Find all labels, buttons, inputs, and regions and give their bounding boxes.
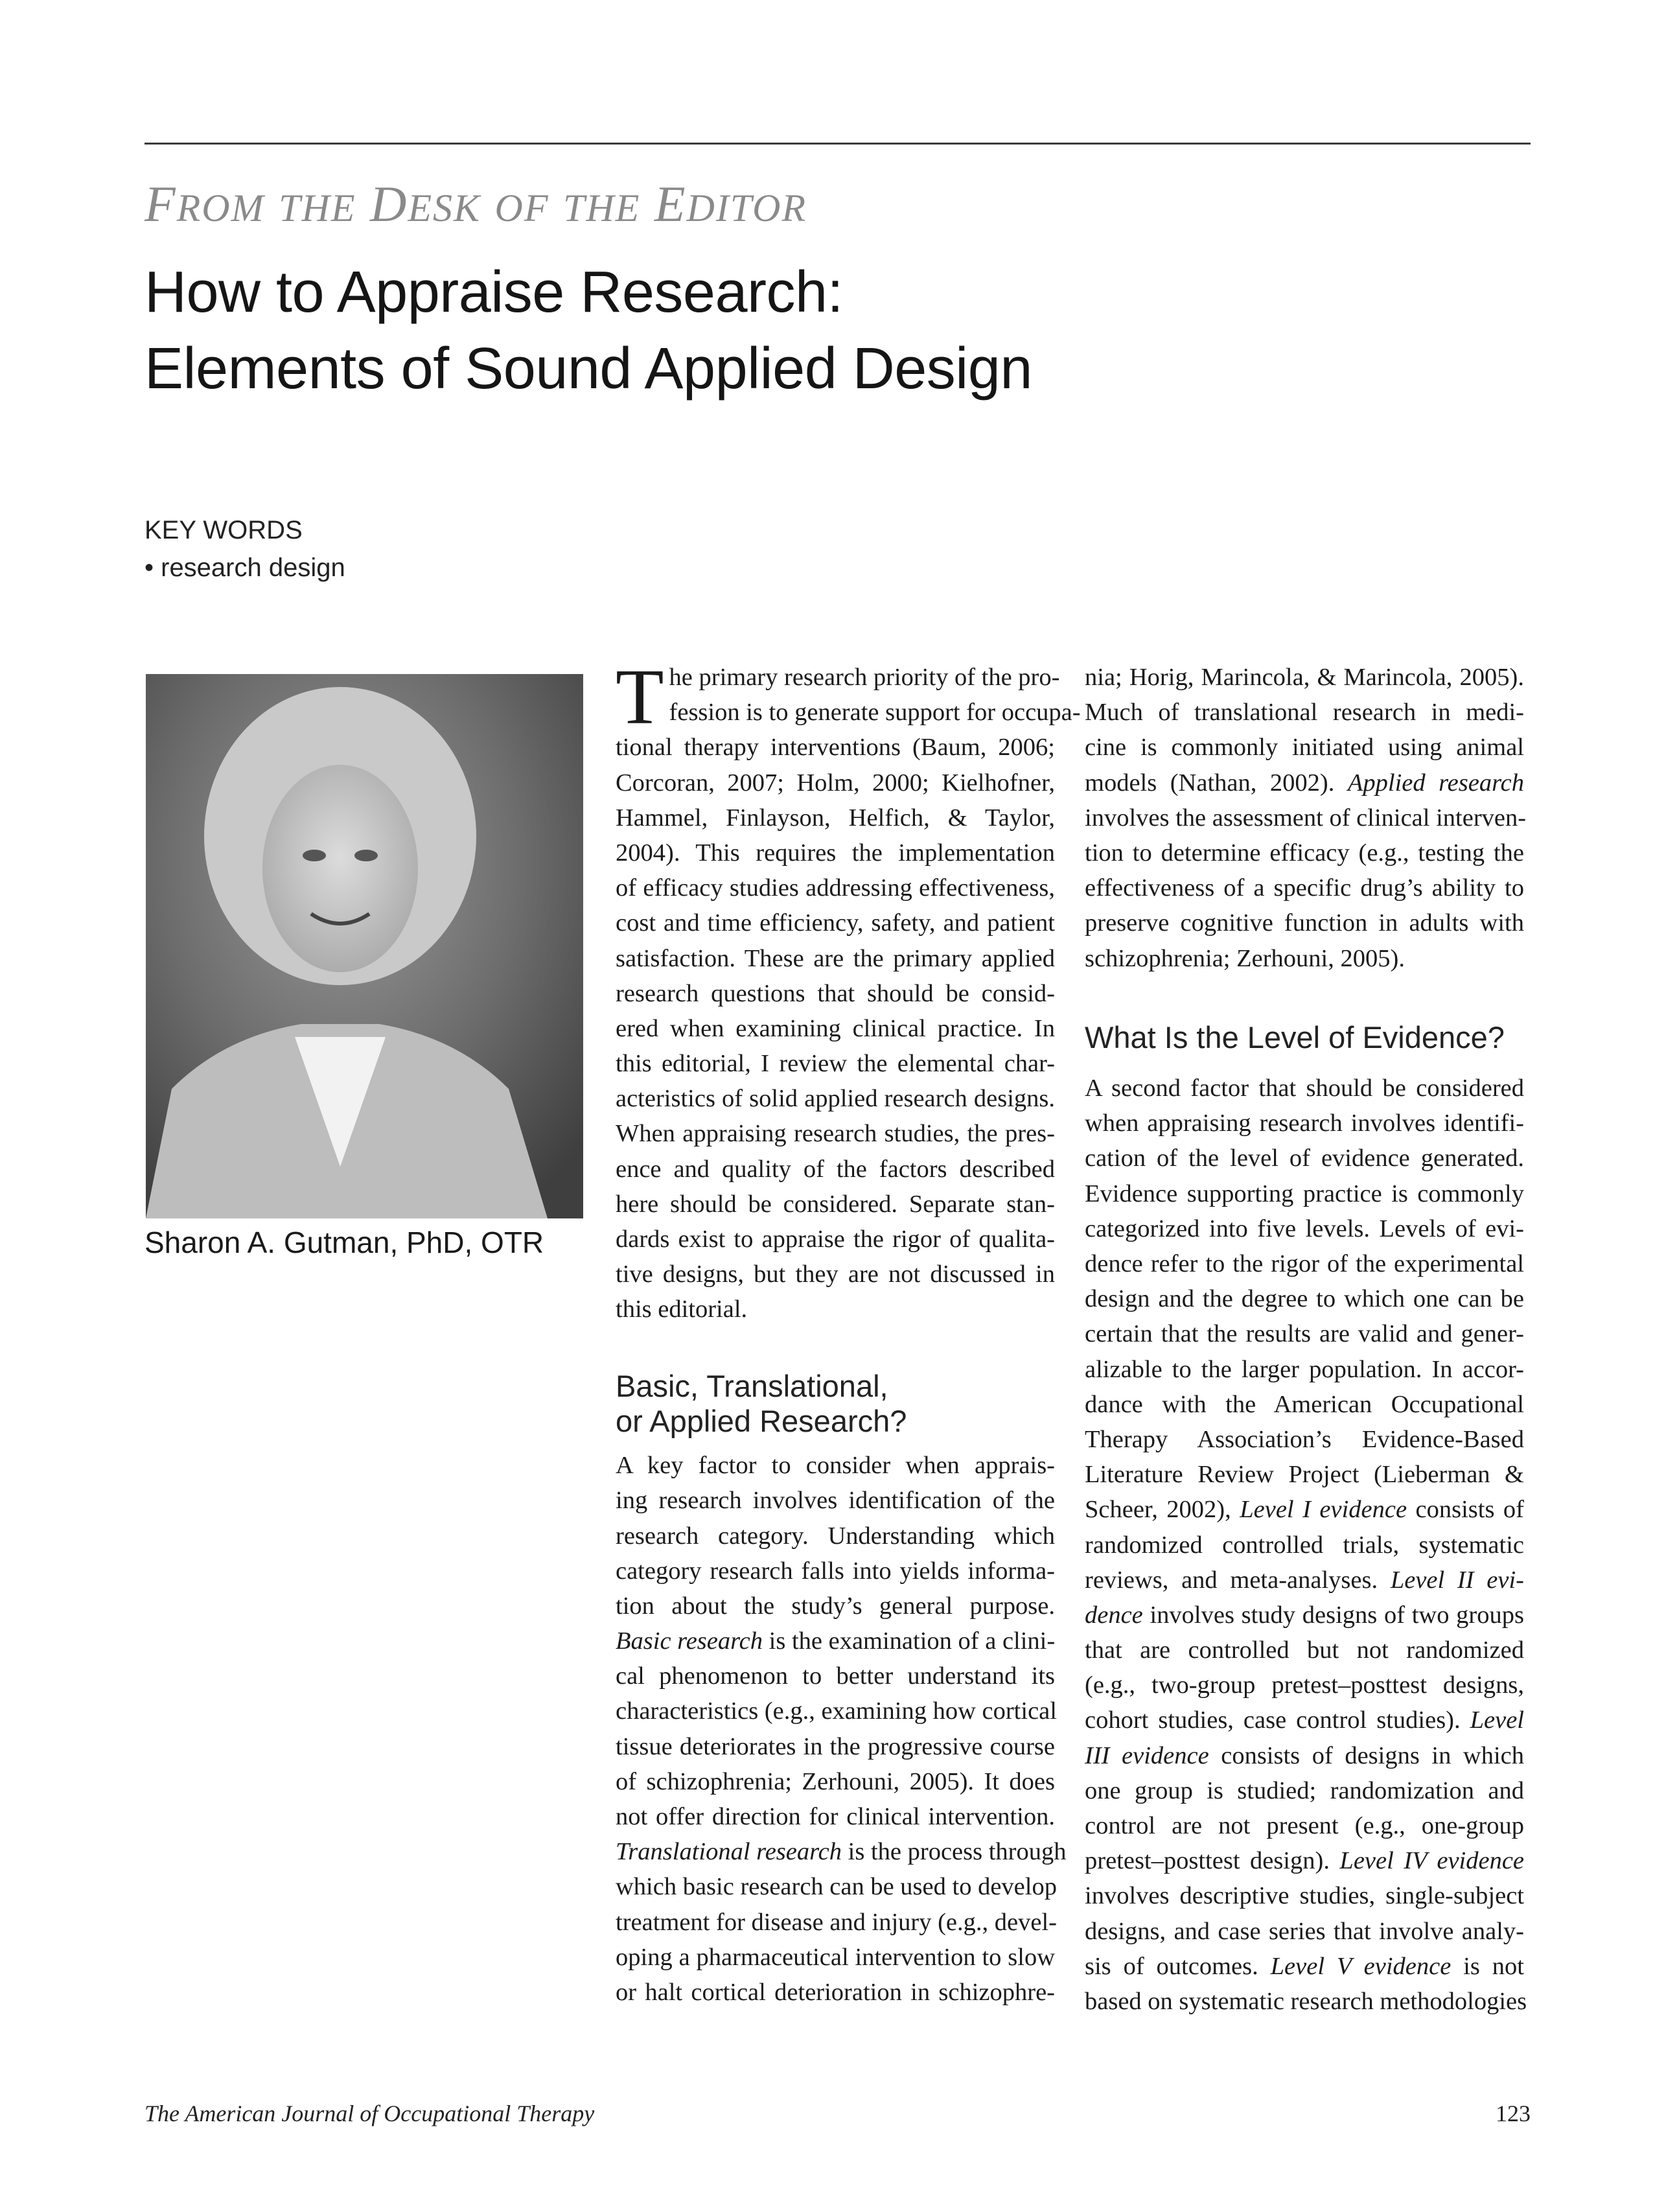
body-column-2: nia; Horig, Marincola, & Marincola, 2005). Much of translational research in medi- cine is commonly initiated using animal models (Nathan, 2002). Applied research involves the assessment of clinical interven- tion to determine efficacy (e.g., testing the effectiveness of a specific drug’s ability to preserve cognitive function in adults with schizophrenia; Zerhouni, 2005). What Is the Level of Evidence? A second factor that should be considered when appraising research involves identifi- cation of the level of evidence generated. Evidence supporting practice is commonly categorized into five levels. Levels of evi- dence refer to the rigor of the experimental design and the degree to which one can be certain that the results are valid and gener- alizable to the larger population. In accor- dance with the American Occupational Therapy Association’s Evidence-Based Literature Review Project (Lieberman & Scheer, 2002), Level I evidence consists of randomized controlled trials, systematic reviews, and meta-analyses. Level II evi- dence involves study designs of two groups that are controlled but not randomized (e.g., two-group pretest–posttest designs, cohort studies, case control studies). Level III evidence consists of designs in which one group is studied; randomization and control are not present (e.g., one-group pretest–posttest design). Level IV evidence involves descriptive studies, single-subject designs, and case series that involve analy- sis of outcomes. Level V evidence is not based on systematic research methodologies [1085,664,1527,2015]
body-column-1: T he primary research priority of the pro- fession is to generate support for occupa- tional therapy interventions (Baum, 2006; Corcoran, 2007; Holm, 2000; Kielhofner, Hammel, Finlayson, Helfich, & Taylor, 2004). This requires the implementation of efficacy studies addressing effectiveness, cost and time efficiency, safety, and patient satisfaction. These are the primary applied research questions that should be consid- ered when examining clinical practice. In this editorial, I review the elemental char- acteristics of solid applied research designs. When appraising research studies, the pres- ence and quality of the factors described here should be considered. Separate stan- dards exist to appraise the rigor of qualita- tive designs, but they are not discussed in this editorial. Basic, Translational, or Applied Research? A key factor to consider when apprais- ing research involves identification of the research category. Understanding which category research falls into yields informa- tion about the study’s general purpose. Basic research is the examination of a clini- cal phenomenon to better understand its characteristics (e.g., examining how cortical tissue deteriorates in the progressive course of schizophrenia; Zerhouni, 2005). It does not offer direction for clinical intervention. Translational research is the process through which basic research can be used to develop treatment for disease and injury (e.g., devel- oping a pharmaceutical intervention to slow or halt cortical deterioration in schizophre- [616,653,1081,2006]
keywords-label: KEY WORDS [145,516,303,544]
intro-paragraph: T he primary research priority of the pro- fession is to generate support for occupa- [616,653,1081,741]
term-level-3: Level [1470,1706,1524,1734]
author-photo [146,674,583,1218]
term-translational-research: Translational research [616,1838,842,1866]
term-applied-research: Applied research [1347,769,1524,797]
section-heading-basic-2: or Applied Research? [616,1403,907,1438]
section-heading: FROM THE DESK OF THE EDITOR [145,176,807,232]
section-heading-evidence: What Is the Level of Evidence? [1085,1019,1505,1054]
section-heading-basic: Basic, Translational, [616,1368,888,1403]
author-name: Sharon A. Gutman, PhD, OTR [145,1226,544,1259]
title-line-2: Elements of Sound Applied Design [145,336,1032,401]
title-line-1: How to Appraise Research: [145,260,844,325]
term-level-2: Level II evi- [1390,1566,1524,1594]
term-level-4: Level IV evidence [1339,1847,1525,1875]
keyword-item: • research design [145,553,345,582]
term-basic-research: Basic research [616,1627,763,1655]
top-rule [145,143,1531,145]
journal-name: The American Journal of Occupational Therapy [145,2101,595,2126]
drop-cap: T [616,653,664,741]
page-number: 123 [1496,2101,1531,2126]
article-title [145,254,1246,407]
term-level-5: Level V evidence [1270,1952,1451,1980]
term-level-1: Level I evidence [1240,1496,1407,1524]
